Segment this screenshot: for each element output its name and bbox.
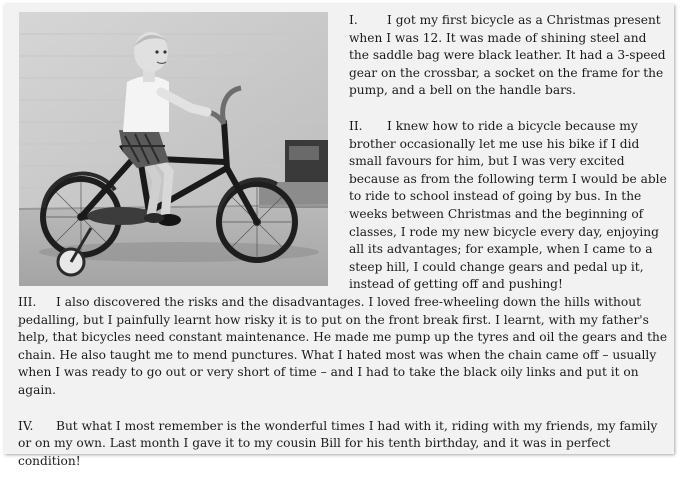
bicycle-photo-image: [19, 12, 328, 286]
paragraph-4: [18, 418, 668, 471]
paragraph-2: [349, 118, 669, 294]
paragraph-1-text: I got my first bicycle as a Christmas present when I was 12. It was made of shining steel and the saddle bag were black leather. It had a 3-speed gear on the crossbar, a socket on the frame for the pump, and a bell on the handle bars.: [349, 13, 666, 98]
paragraph-2-numeral: II.: [349, 118, 363, 133]
paragraph-3-numeral: III.: [18, 295, 37, 309]
paragraph-4-text: But what I most remember is the wonderful times I had with it, riding with my friends, my family or on my own. Last month I gave it to my cousin Bill for his tenth birthday, and it was in perfect condition!: [18, 418, 658, 468]
paragraph-1: [349, 12, 669, 100]
text-column-right: [349, 12, 669, 312]
document-page: [4, 4, 674, 468]
paragraph-1-numeral: I.: [349, 13, 358, 27]
paragraph-4-numeral: IV.: [18, 418, 34, 433]
paragraph-3-text: I also discovered the risks and the disadvantages. I loved free-wheeling down the hills without pedalling, but I painfully learnt how risky it is to put on the front break first. I learnt, with my father's help, that bicycles need constant maintenance. He made me pump up the tyres and oil the gears and the chain. He also taught me to mend punctures. What I hated most was when the chain came off – usually when I was ready to go out or very short of time – and I had to take the black oily links and put it on again.: [18, 295, 668, 397]
boy-on-bicycle-photo: [19, 12, 328, 286]
paragraph-3: [18, 294, 668, 400]
paragraph-2-text: I knew how to ride a bicycle because my brother occasionally let me use his bike if I did small favours for him, but I was very excited because as from the following term I would be able to ride to school instead of going by bus. In the weeks between Christmas and the beginning of classes, I rode my new bicycle every day, enjoying all its advantages; for example, when I came to a steep hill, I could change gears and pedal up it, instead of getting off and pushing!: [349, 118, 667, 292]
